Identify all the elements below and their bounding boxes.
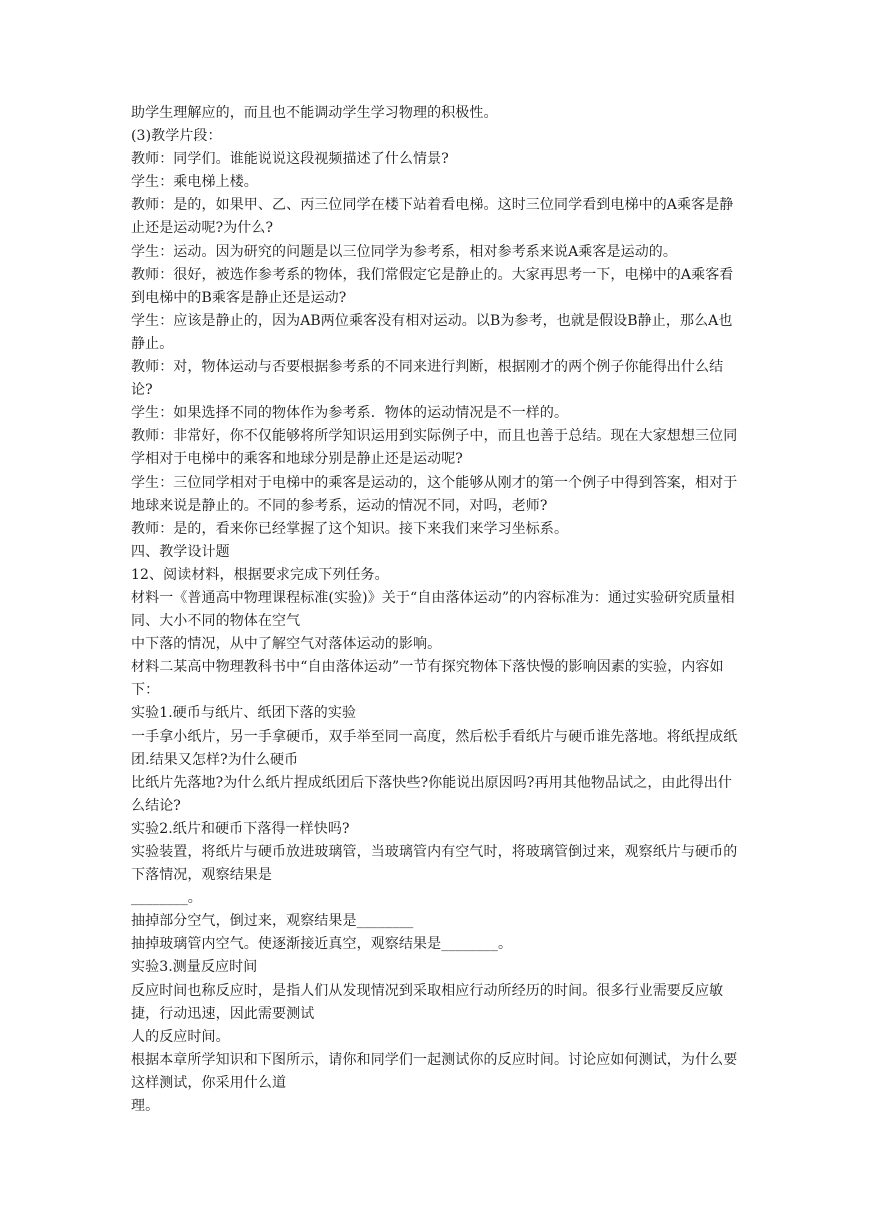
answer-blank: ________。 <box>131 890 202 907</box>
paragraph: 教师：同学们。谁能说说这段视频描述了什么情景? <box>131 151 449 168</box>
paragraph: 助学生理解应的，而且也不能调动学生学习物理的积极性。 <box>131 105 498 121</box>
paragraph: 教师：很好，被选作参考系的物体，我们常假定它是静止的。大家再思考一下，电梯中的A乘客看到电梯中的B乘客是静止还是运动? <box>131 266 734 306</box>
paragraph: 理。 <box>131 1098 160 1115</box>
paragraph: 教师：对，物体运动与否要根据参考系的不同来进行判断，根据刚才的两个例子你能得出什么结论? <box>131 359 724 399</box>
paragraph: 一手拿小纸片，另一手拿硬币，双手举至同一高度，然后松手看纸片与硬币谁先落地。将纸捏成纸团.结果又怎样?为什么硬币 <box>131 728 738 768</box>
section-heading: 四、教学设计题 <box>131 543 230 560</box>
document-body <box>131 102 743 1118</box>
paragraph: 学生：乘电梯上楼。 <box>131 174 258 191</box>
experiment-heading: 实验3.测量反应时间 <box>131 959 258 976</box>
paragraph: 学生：运动。因为研究的问题是以三位同学为参考系，相对参考系来说A乘客是运动的。 <box>131 243 678 260</box>
paragraph: 抽掉玻璃管内空气。使逐渐接近真空，观察结果是________。 <box>131 936 513 953</box>
paragraph: (3)教学片段： <box>131 128 222 145</box>
paragraph: 材料二某高中物理教科书中“自由落体运动”一节有探究物体下落快慢的影响因素的实验，内容如下： <box>131 659 724 699</box>
paragraph: 学生：如果选择不同的物体作为参考系．物体的运动情况是不一样的。 <box>131 405 569 422</box>
paragraph: 学生：应该是静止的，因为AB两位乘客没有相对运动。以B为参考，也就是假设B静止，那么A也静止。 <box>131 312 733 352</box>
paragraph: 抽掉部分空气，倒过来，观察结果是________ <box>131 913 414 930</box>
paragraph: 人的反应时间。 <box>131 1028 230 1045</box>
paragraph: 反应时间也称反应时，是指人们从发现情况到采取相应行动所经历的时间。很多行业需要反应敏捷，行动迅速，因此需要测试 <box>131 982 724 1022</box>
paragraph: 实验装置，将纸片与硬币放进玻璃管，当玻璃管内有空气时，将玻璃管倒过来，观察纸片与硬币的下落情况，观察结果是 <box>131 844 738 884</box>
paragraph: 根据本章所学知识和下图所示，请你和同学们一起测试你的反应时间。讨论应如何测试，为什么要这样测试，你采用什么道 <box>131 1051 738 1091</box>
paragraph: 中下落的情况，从中了解空气对落体运动的影响。 <box>131 636 442 653</box>
paragraph: 教师：是的，如果甲、乙、丙三位同学在楼下站着看电梯。这时三位同学看到电梯中的A乘客是静止还是运动呢?为什么? <box>131 197 734 237</box>
question-heading: 12、阅读材料，根据要求完成下列任务。 <box>131 566 389 583</box>
experiment-heading: 实验2.纸片和硬币下落得一样快吗? <box>131 820 350 837</box>
paragraph: 教师：非常好，你不仅能够将所学知识运用到实际例子中，而且也善于总结。现在大家想想三位同学相对于电梯中的乘客和地球分别是静止还是运动呢? <box>131 428 738 468</box>
paragraph: 学生：三位同学相对于电梯中的乘客是运动的，这个能够从刚才的第一个例子中得到答案，相对于地球来说是静止的。不同的参考系，运动的情况不同，对吗，老师? <box>131 474 738 514</box>
paragraph: 比纸片先落地?为什么纸片捏成纸团后下落快些?你能说出原因吗?再用其他物品试之，由此得出什么结论? <box>131 774 732 814</box>
paragraph: 材料一《普通高中物理课程标准(实验)》关于“自由落体运动”的内容标准为：通过实验研究质量相同、大小不同的物体在空气 <box>131 589 735 630</box>
paragraph: 教师：是的，看来你已经掌握了这个知识。接下来我们来学习坐标系。 <box>131 520 569 537</box>
experiment-heading: 实验1.硬币与纸片、纸团下落的实验 <box>131 705 357 722</box>
